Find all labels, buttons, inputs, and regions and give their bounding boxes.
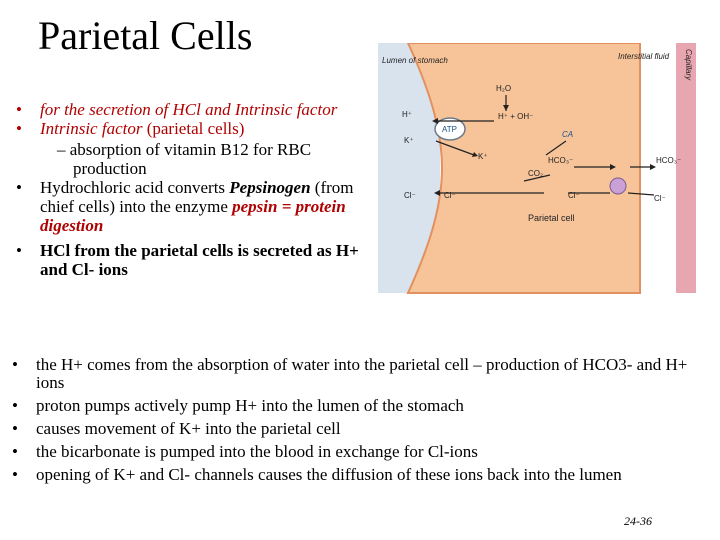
list-item-text: proton pumps actively pump H+ into the lumen of the stomach (36, 396, 464, 415)
lumen-label: Lumen of stomach (382, 56, 448, 65)
bullet-marker: • (12, 355, 18, 374)
list-item-text: causes movement of K+ into the parietal cell (36, 419, 341, 438)
bullet-text-mid: (from chief cells) into the enzyme (40, 178, 354, 216)
bullet-marker: • (12, 442, 18, 461)
capillary-wall (676, 43, 696, 293)
pepsin-term: pepsin = protein digestion (40, 197, 346, 235)
parietal-cell-body (408, 43, 640, 293)
intrinsic-factor-term: Intrinsic factor (40, 119, 143, 138)
list-item (12, 356, 702, 392)
list-item-text: the bicarbonate is pumped into the blood in exchange for Cl-ions (36, 442, 478, 461)
k-left-label: K⁺ (404, 136, 414, 145)
bullet-pepsinogen (16, 178, 366, 235)
capillary-label: Capillary (684, 49, 693, 81)
bullet-text: HCl from the parietal cells is secreted as H+ and Cl- ions (40, 241, 359, 279)
co2-label: CO₂ (528, 169, 544, 178)
bullet-hcl-secretion (16, 100, 366, 119)
bottom-bullet-list (12, 356, 702, 489)
pepsinogen-term: Pepsinogen (229, 178, 311, 197)
bullet-hcl-ions (16, 241, 366, 279)
list-item (12, 443, 702, 461)
hco3-out-label: HCO₃⁻ (656, 156, 682, 165)
bullet-marker: • (12, 465, 18, 484)
list-item (12, 466, 702, 484)
slide-title: Parietal Cells (38, 13, 253, 58)
sub-bullet-b12: – absorption of vitamin B12 for RBC production (57, 140, 312, 178)
bullet-marker: • (12, 419, 18, 438)
parietal-cell-figure (378, 43, 696, 305)
list-item-text: opening of K+ and Cl- channels causes the diffusion of these ions back into the lumen (36, 465, 622, 484)
top-bullet-list (16, 100, 366, 279)
bullet-text: Hydrochloric acid converts (40, 178, 230, 197)
cl-out-label: Cl⁻ (654, 194, 666, 203)
list-item-text: the H+ comes from the absorption of water into the parietal cell – production of HCO3- and H+ ions (36, 355, 688, 392)
bullet-marker: • (16, 178, 22, 197)
list-item (12, 397, 702, 415)
list-item (12, 420, 702, 438)
h2o-label: H₂O (496, 84, 512, 93)
k-right-label: K⁺ (478, 152, 488, 161)
cl-mid-label: Cl⁻ (444, 191, 456, 200)
ca-label: CA (562, 130, 574, 139)
bullet-marker: • (16, 100, 22, 119)
bullet-marker: • (16, 241, 22, 260)
h-left-label: H⁺ (402, 110, 412, 119)
h-oh-label: H⁺ + OH⁻ (498, 112, 534, 121)
exchanger-icon (610, 178, 626, 194)
bullet-marker: • (12, 396, 18, 415)
atp-label: ATP (442, 125, 457, 134)
bullet-intrinsic-factor (16, 119, 366, 138)
parietal-cell-label: Parietal cell (528, 213, 575, 223)
bullet-text: for the secretion of HCl and Intrinsic factor (40, 100, 338, 119)
interstitial-label: Interstitial fluid (618, 52, 670, 61)
bullet-text: (parietal cells) (142, 119, 245, 138)
page-number: 24-36 (624, 514, 652, 528)
bullet-marker: • (16, 119, 22, 138)
hco3-in-label: HCO₃⁻ (548, 156, 574, 165)
cl-right-label: Cl⁻ (568, 191, 580, 200)
cl-left-label: Cl⁻ (404, 191, 416, 200)
